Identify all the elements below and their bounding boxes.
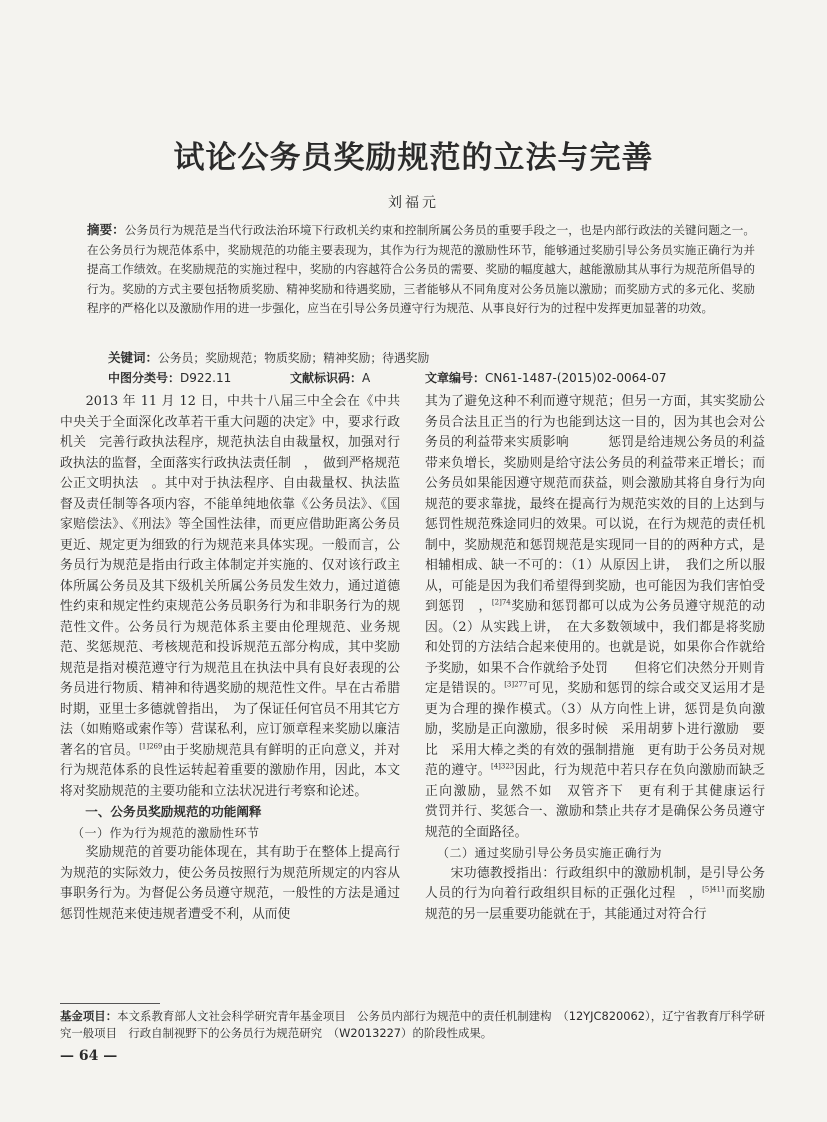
classification-line <box>108 369 748 389</box>
paragraph-text: 奖励和惩罚都可以成为公务员遵守规范的动因。（2）从实践上讲， 在大多数领域中，我们都是将奖励和处罚的方法结合起来使用的。也就是说，如果你合作就给予奖励，如果不合作就给予处罚 但将它们决然分开则肯定是错误的。 <box>425 599 766 696</box>
right-column <box>425 392 791 925</box>
paragraph-text: 2013 年 11 月 12 日，中共十八届三中全会在《中共中央关于全面深化改革若干重大问题的决定》中，要求行政机关 完善行政执法程序，规范执法自由裁量权，加强对行政执法的监督，全面落实行政执法责任制 ， 做到严格规范公正文明执法 。其中对于执法程序、自由裁量权、执法监督及责任制等各项内容，不能单纯地依靠《公务员法》、《国家赔偿法》、《刑法》等全国性法律，而更应借助距离公务员更近、规定更为细致的行为规范来具体实现。一般而言，公务员行为规范是指由行政主体制定并实施的、仅对该行政主体所属公务员及其下级机关所属公务员发生效力，通过道德性约束和规定性约束规范公务员职务行为和非职务行为的规范性文件。公务员行为规范体系主要由伦理规范、业务规范、奖惩规范、考核规范和投诉规范五部分构成，其中奖励规范是指对模范遵守行为规范且在执法中具有良好表现的公务员进行物质、精神和待遇奖励的规范性文件。早在古希腊时期，亚里士多德就曾指出， 为了保证任何官员不用其它方法（如贿赂或索作等）营谋私利，应订颁章程来奖励以廉洁著名的官员。 <box>60 394 400 758</box>
citation: [5]411 <box>702 885 726 894</box>
article-author: 刘福元 <box>388 195 439 211</box>
funding-label: 基金项目： <box>60 1009 118 1023</box>
paragraph-text: 由于奖励规范具有鲜明的正向意义，并对行为规范体系的良性运转起着重要的激励作用，因此，本文将对奖励规范的主要功能和立法状况进行考察和论述。 <box>60 742 401 799</box>
subsection-heading: （一）作为行为规范的激励性环节 <box>72 825 260 840</box>
paragraph <box>425 864 765 926</box>
funding-footnote <box>60 1008 765 1042</box>
citation: [3]277 <box>504 680 528 689</box>
paragraph-text: 可见，奖励和惩罚的综合或交叉运用才是更为合理的操作模式。（3）从方向性上讲，惩罚是负向激励，奖励是正向激励，很多时候 采用胡萝卜进行激励 要比 采用大棒之类的有效的强制措施 更有助于公务员对规范的遵守。 <box>425 681 766 778</box>
paragraph-text: 而奖励规范的另一层重要功能就在于，其能通过对符合行 <box>425 886 766 922</box>
keywords-text: 公务员；奖励规范；物质奖励；精神奖励；待遇奖励 <box>158 351 430 365</box>
citation: [1]269 <box>139 742 163 751</box>
clc-label: 中图分类号： <box>108 371 181 385</box>
abstract <box>87 220 755 319</box>
page-number: — 64 — <box>60 1048 118 1064</box>
doc-code-value: A <box>362 371 371 385</box>
paragraph-text: 因此，行为规范中若只存在负向激励而缺乏正向激励，显然不如 双管齐下 更有利于其健康运行 赏罚并行、奖惩合一、激励和禁止共存才是确保公务员遵守规范的全面路径。 <box>425 763 791 840</box>
article-number-label: 文章编号： <box>425 371 486 385</box>
paragraph-text: 宋功德教授指出：行政组织中的激励机制，是引导公务人员的行为向着行政组织目标的正强化过程 ， <box>425 865 765 901</box>
left-column <box>60 392 400 925</box>
paragraph <box>60 392 400 802</box>
keywords-label: 关键词： <box>108 350 159 365</box>
citation: [2]74 <box>491 598 511 607</box>
paragraph: 奖励规范的首要功能体现在，其有助于在整体上提高行为规范的实际效力，使公务员按照行为规范所规定的内容从事职务行为。为督促公务员遵守规范，一般性的方法是通过惩罚性规范来使违规者遭受不利，从而使 <box>60 845 400 922</box>
article-number <box>425 369 666 386</box>
article-title: 试论公务员奖励规范的立法与完善 <box>173 140 654 176</box>
funding-text: 本文系教育部人文社会科学研究青年基金项目 公务员内部行为规范中的责任机制建构 （12YJC820062），辽宁省教育厅科学研究一般项目 行政自制视野下的公务员行为规范研究 （W2013227）的阶段性成果。 <box>60 1009 765 1040</box>
clc-value: D922.11 <box>180 371 232 385</box>
clc-code <box>108 369 231 386</box>
subsection-heading: （二）通过奖励引导公务员实施正确行为 <box>437 846 663 860</box>
paragraph <box>425 392 791 843</box>
citation: [4]323 <box>490 762 515 771</box>
footnote-divider <box>60 1003 160 1004</box>
abstract-label: 摘要： <box>87 222 125 237</box>
doc-code <box>290 369 370 386</box>
keywords <box>108 348 429 366</box>
abstract-text: 公务员行为规范是当代行政法治环境下行政机关约束和控制所属公务员的重要手段之一，也是内部行政法的关键问题之一。在公务员行为规范体系中，奖励规范的功能主要表现为，其作为行为规范的激励性环节，能够通过奖励引导公务员实施正确行为并提高工作绩效。在奖励规范的实施过程中，奖励的内容越符合公务员的需要、奖励的幅度越大，越能激励其从事行为规范所倡导的行为。奖励的方式主要包括物质奖励、精神奖励和待遇奖励，三者能够从不同角度对公务员施以激励；而奖励方式的多元化、奖励程序的严格化以及激励作用的进一步强化，应当在引导公务员遵守行为规范、从事良好行为的过程中发挥更加显著的功效。 <box>87 223 755 315</box>
doc-code-label: 文献标识码： <box>290 371 363 385</box>
paragraph-text: 其为了避免这种不利而遵守规范；但另一方面，其实奖励公务员合法且正当的行为也能到达这一目的，因为其也会对公务员的利益带来实质影响 惩罚是给违规公务员的利益带来负增长，奖励则是给守法公务员的利益带来正增长；而公务员如果能因遵守规范而获益，则会激励其将自身行为向规范的要求靠拢，最终在提高行为规范实效的目的上达到与惩罚性规范殊途同归的效果。可以说，在行为规范的责任机制中，奖励规范和惩罚规范是实现同一目的的两种方式，是相辅相成、缺一不可的：（1）从原因上讲， 我们之所以服从，可能是因为我们希望得到奖励，也可能因为我们害怕受到惩罚 ， <box>425 394 765 614</box>
section-heading: 一、公务员奖励规范的功能阐释 <box>85 804 262 819</box>
article-number-value: CN61-1487-(2015)02-0064-07 <box>485 371 667 385</box>
